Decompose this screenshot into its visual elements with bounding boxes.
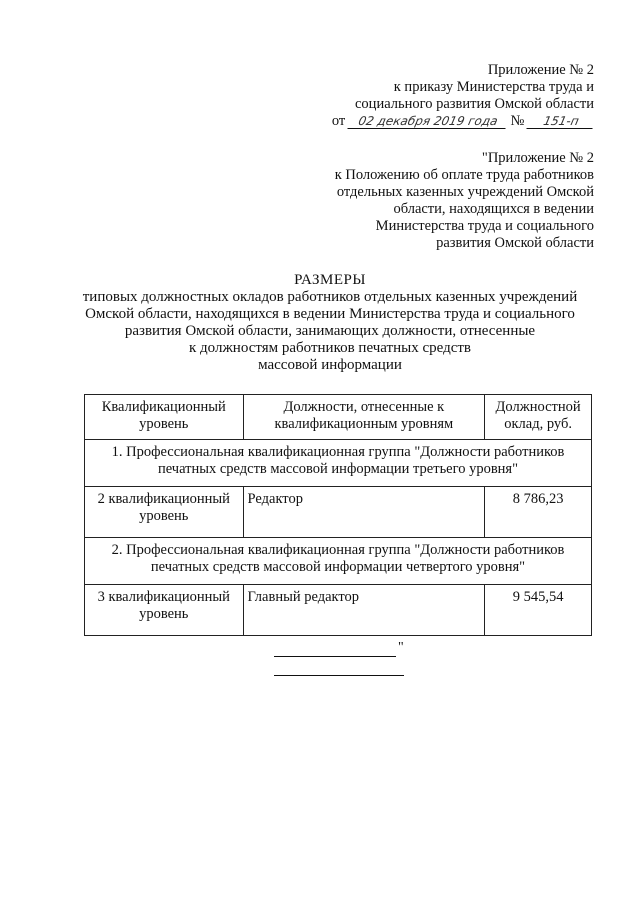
appendix-regulation-line-2: к Положению об оплате труда работников <box>334 167 594 183</box>
group-row <box>85 538 592 585</box>
row-salary: 8 786,23 <box>485 487 592 538</box>
appendix-order-block <box>332 62 594 130</box>
group-row <box>85 440 592 487</box>
handwritten-number: 151-п <box>526 114 595 129</box>
appendix-regulation-line-4: области, находящихся в ведении <box>393 201 594 217</box>
order-date-number-line <box>332 113 594 130</box>
appendix-regulation-line-5: Министерства труда и социального <box>375 218 594 234</box>
appendix-regulation-block <box>335 150 594 252</box>
table-row <box>85 487 592 538</box>
appendix-regulation-line-3: отдельных казенных учреждений Омской <box>336 184 594 200</box>
appendix-order-line-3: социального развития Омской области <box>355 96 594 112</box>
row-level: 2 квалификационный уровень <box>85 487 244 538</box>
table-row <box>85 585 592 636</box>
closing-lines <box>274 640 414 676</box>
appendix-order-line-2: к приказу Министерства труда и <box>393 79 594 95</box>
table-header-row <box>85 395 592 440</box>
title-line-3: развития Омской области, занимающих должности, отнесенные <box>124 323 536 339</box>
title-line-5: массовой информации <box>258 357 402 373</box>
from-label: от <box>331 113 346 129</box>
closing-quote: " <box>398 640 404 655</box>
document-title <box>60 272 600 374</box>
appendix-regulation-line-6: развития Омской области <box>436 235 594 251</box>
closing-line-2 <box>274 657 404 676</box>
appendix-order-line-1: Приложение № 2 <box>487 62 594 78</box>
header-level: Квалификационный уровень <box>85 395 244 440</box>
title-line-4: к должностям работников печатных средств <box>188 340 472 356</box>
number-label: № <box>510 113 525 129</box>
handwritten-date: 02 декабря 2019 года <box>347 114 508 129</box>
header-salary: Должностной оклад, руб. <box>485 395 592 440</box>
group-title-2: 2. Профессиональная квалификационная группа "Должности работников печатных средств массовой информации четвертого уровня" <box>85 538 592 585</box>
row-salary: 9 545,54 <box>485 585 592 636</box>
appendix-regulation-line-1: "Приложение № 2 <box>481 150 594 166</box>
group-title-1: 1. Профессиональная квалификационная группа "Должности работников печатных средств массовой информации третьего уровня" <box>85 440 592 487</box>
row-position: Главный редактор <box>243 585 485 636</box>
title-line-1: типовых должностных окладов работников отдельных казенных учреждений <box>82 289 578 305</box>
row-position: Редактор <box>243 487 485 538</box>
salary-table <box>84 394 592 636</box>
header-positions: Должности, отнесенные к квалификационным уровням <box>243 395 485 440</box>
row-level: 3 квалификационный уровень <box>85 585 244 636</box>
title-line-2: Омской области, находящихся в ведении Министерства труда и социального <box>85 306 575 322</box>
title-heading: РАЗМЕРЫ <box>294 272 366 288</box>
closing-line-1 <box>274 640 404 657</box>
